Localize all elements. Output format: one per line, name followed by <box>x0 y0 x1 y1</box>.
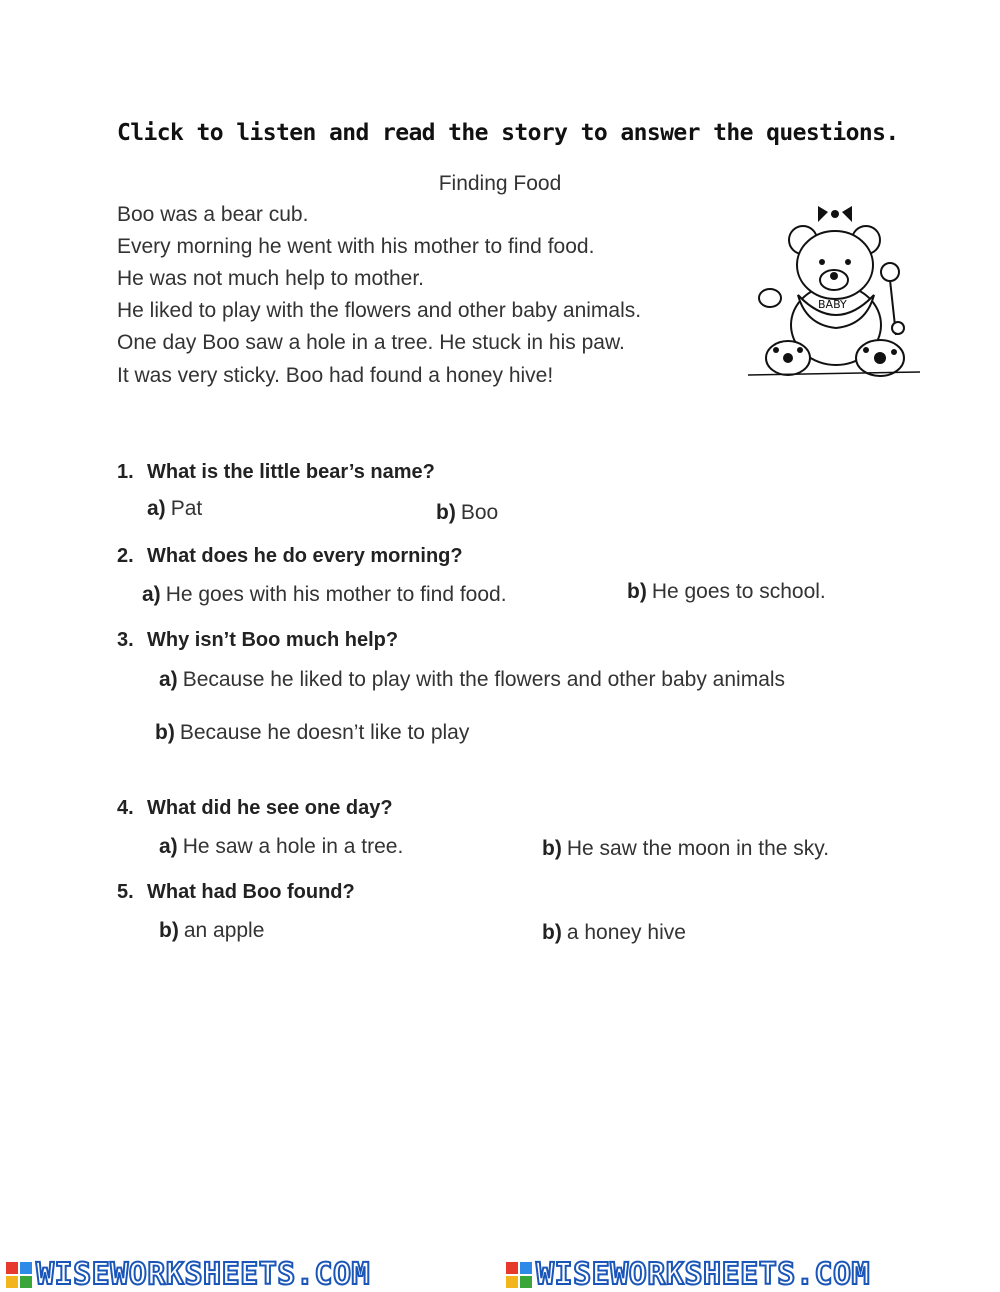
story-line: Every morning he went with his mother to find food. <box>117 235 595 258</box>
option-2b[interactable] <box>627 580 826 604</box>
brand-text[interactable]: WISEWORKSHEETS.COM <box>36 1257 371 1292</box>
option-letter: b) <box>627 580 647 603</box>
instruction-heading[interactable]: Click to listen and read the story to answer the questions. <box>117 120 899 146</box>
story-line: He liked to play with the flowers and other baby animals. <box>117 299 642 322</box>
option-3a[interactable] <box>159 668 785 692</box>
question-text: What is the little bear’s name? <box>147 461 435 483</box>
option-5a[interactable] <box>159 919 264 943</box>
option-text: an apple <box>183 919 265 942</box>
question-number: 2. <box>117 545 134 567</box>
option-text: He saw the moon in the sky. <box>566 837 830 860</box>
story-title: Finding Food <box>438 172 562 195</box>
option-1b[interactable] <box>436 501 498 525</box>
story-line: One day Boo saw a hole in a tree. He stuck in his paw. <box>117 331 625 354</box>
question-number: 3. <box>117 629 134 651</box>
brand-logo-icon <box>506 1262 532 1288</box>
question-number: 5. <box>117 881 134 903</box>
option-text: a honey hive <box>566 921 686 944</box>
brand-text[interactable]: WISEWORKSHEETS.COM <box>536 1257 871 1292</box>
question-text: What did he see one day? <box>147 797 393 819</box>
story-line: Boo was a bear cub. <box>117 203 309 226</box>
option-text: Boo <box>460 501 499 524</box>
option-letter: a) <box>147 497 166 520</box>
option-2a[interactable] <box>142 583 507 607</box>
question-3 <box>117 629 398 652</box>
question-5 <box>117 881 355 904</box>
question-2 <box>117 545 463 568</box>
question-4 <box>117 797 393 820</box>
option-letter: b) <box>436 501 456 524</box>
option-letter: b) <box>155 721 175 744</box>
option-text: He goes to school. <box>651 580 826 603</box>
question-number: 1. <box>117 461 134 483</box>
option-1a[interactable] <box>147 497 202 521</box>
bear-cub-illustration <box>748 200 923 385</box>
question-1 <box>117 461 435 484</box>
brand-logo-icon <box>6 1262 32 1288</box>
story-line: It was very sticky. Boo had found a honey hive! <box>117 364 554 387</box>
option-text: He saw a hole in a tree. <box>182 835 404 858</box>
option-letter: b) <box>542 921 562 944</box>
question-text: Why isn’t Boo much help? <box>147 629 399 651</box>
option-text: He goes with his mother to find food. <box>165 583 507 606</box>
option-letter: b) <box>542 837 562 860</box>
option-letter: a) <box>159 835 178 858</box>
option-4a[interactable] <box>159 835 403 859</box>
option-5b[interactable] <box>542 921 686 945</box>
option-text: Because he liked to play with the flowers and other baby animals <box>182 668 786 691</box>
question-text: What had Boo found? <box>147 881 355 903</box>
bib-label: BABY <box>818 298 847 311</box>
option-letter: b) <box>159 919 179 942</box>
option-letter: a) <box>142 583 161 606</box>
option-4b[interactable] <box>542 837 829 861</box>
option-3b[interactable] <box>155 721 469 745</box>
question-number: 4. <box>117 797 134 819</box>
option-text: Pat <box>170 497 203 520</box>
option-text: Because he doesn’t like to play <box>179 721 470 744</box>
story-line: He was not much help to mother. <box>117 267 424 290</box>
question-text: What does he do every morning? <box>147 545 463 567</box>
option-letter: a) <box>159 668 178 691</box>
footer-branding <box>0 1254 1000 1291</box>
